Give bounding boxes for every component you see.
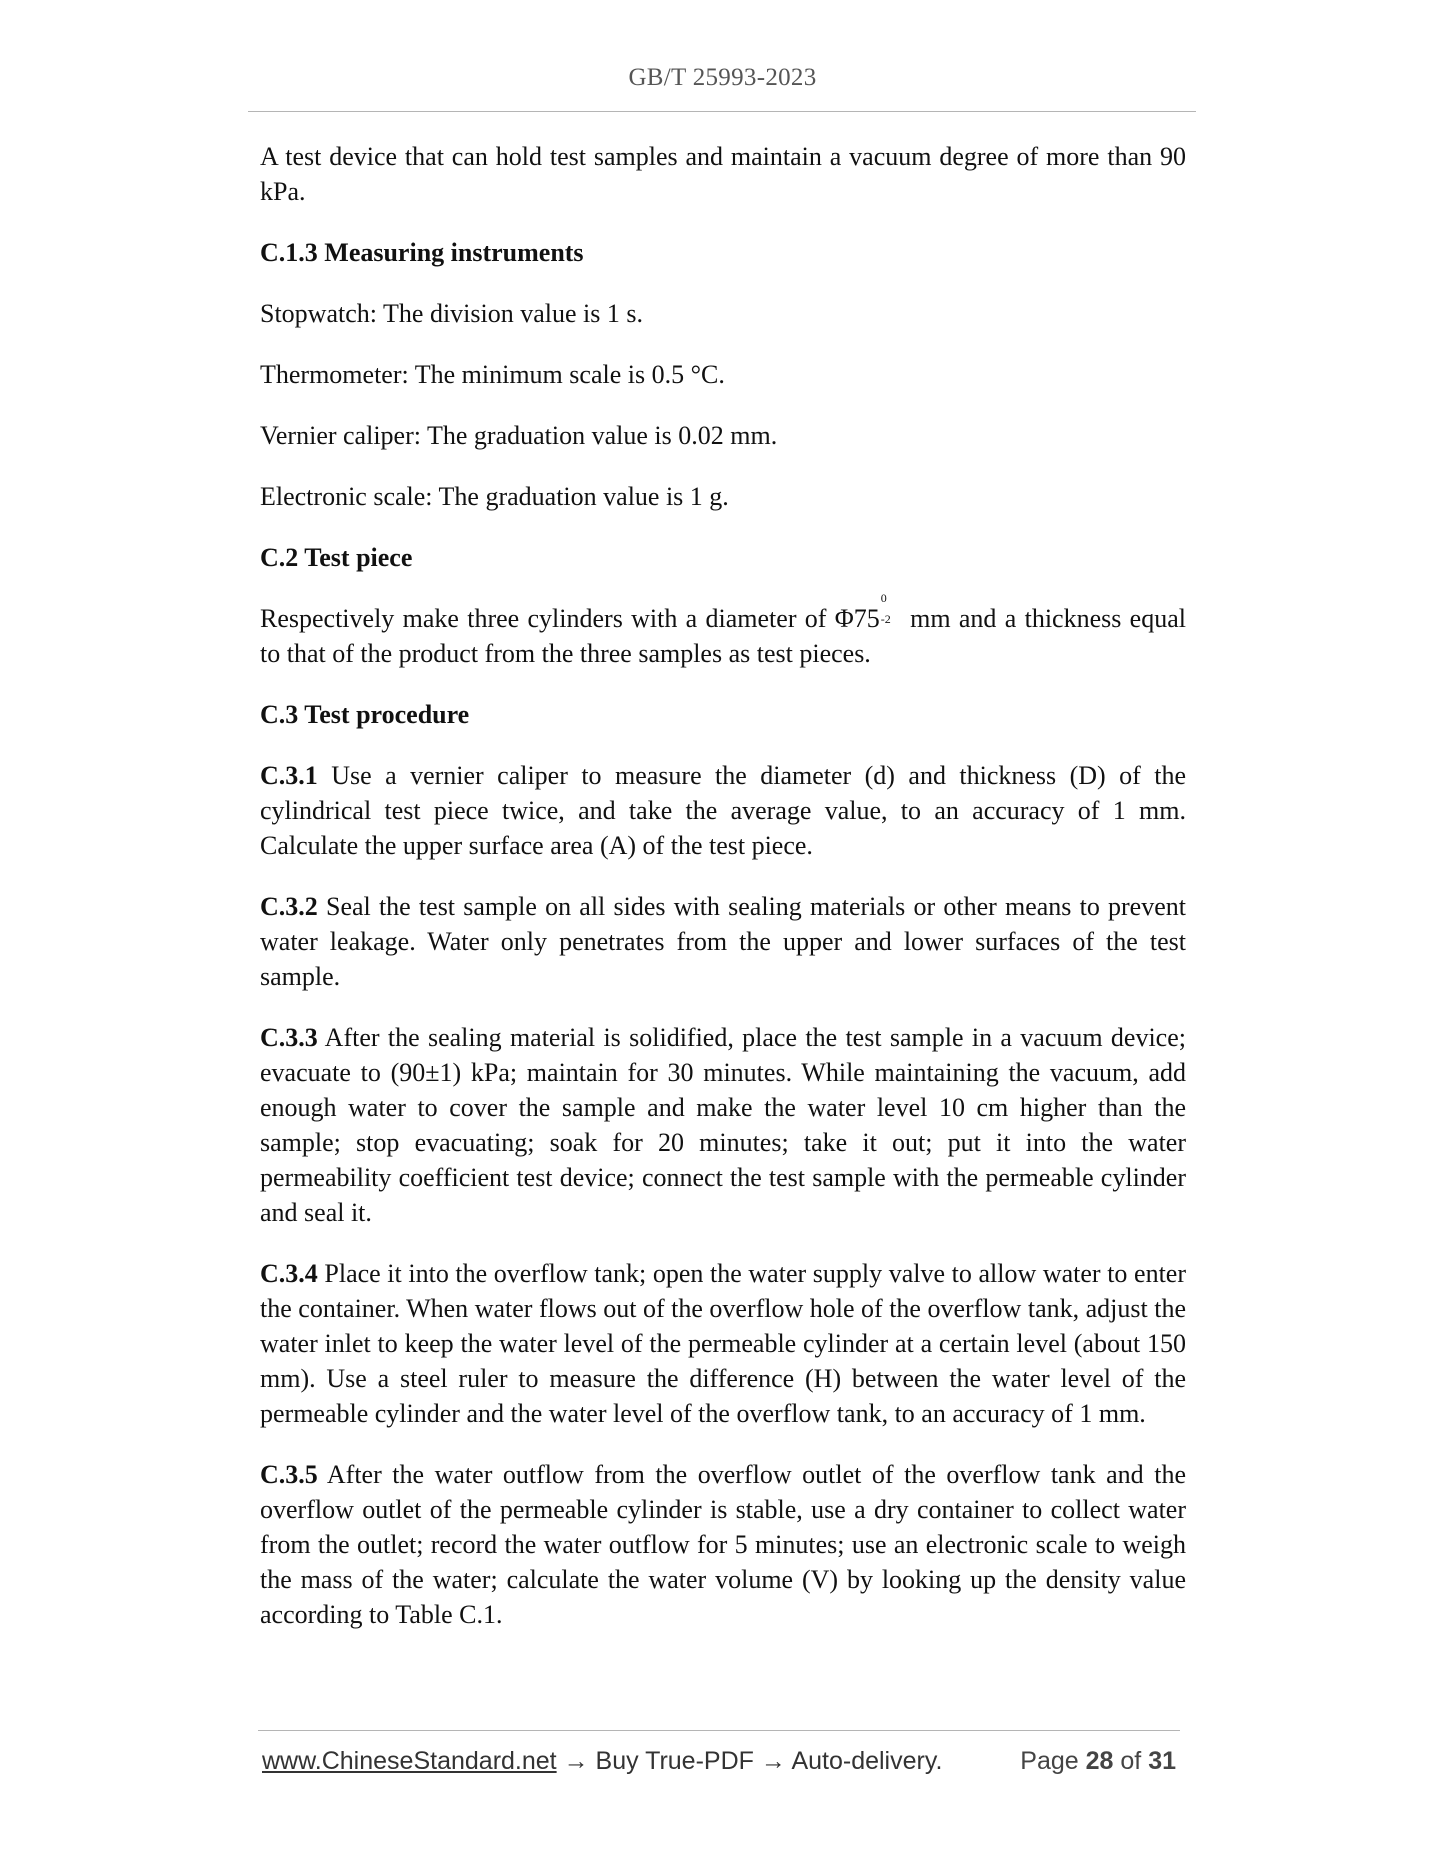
section-heading-c13: C.1.3 Measuring instruments xyxy=(260,238,584,267)
clause-number: C.3.2 xyxy=(260,892,318,921)
page-total: 31 xyxy=(1148,1747,1176,1775)
section-heading-c2: C.2 Test piece xyxy=(260,543,413,572)
instrument-item: Vernier caliper: The graduation value is 0.02 mm. xyxy=(260,421,778,450)
instrument-item: Thermometer: The minimum scale is 0.5 °C. xyxy=(260,360,725,389)
header-divider xyxy=(248,111,1196,112)
section-heading-c3: C.3 Test procedure xyxy=(260,700,470,729)
arrow-right-icon: → xyxy=(563,1747,589,1775)
auto-delivery-text: Auto-delivery. xyxy=(791,1747,943,1775)
clause-text: After the water outflow from the overflow outlet of the overflow tank and the overflow outlet of the permeable cylinder is stable, use a dry container to collect water from the outlet; record the water outflow for 5 minutes; use an electronic scale to weigh the mass of the water; calculate the water volume (V) by looking up the density value according to Table C.1. xyxy=(260,1460,1186,1629)
document-body xyxy=(260,139,1186,1658)
buy-pdf-text: Buy True-PDF xyxy=(595,1747,754,1775)
page-label: Page xyxy=(1020,1747,1079,1775)
c2-text-before: Respectively make three cylinders with a diameter of Φ75 xyxy=(260,604,880,633)
clause-number: C.3.4 xyxy=(260,1259,318,1288)
clause-c33 xyxy=(260,1020,1186,1230)
tolerance-notation xyxy=(880,591,902,627)
clause-c34 xyxy=(260,1256,1186,1431)
tolerance-upper: 0 xyxy=(880,591,887,605)
clause-text: Place it into the overflow tank; open the water supply valve to allow water to enter the container. When water flows out of the overflow hole of the overflow tank, adjust the water inlet to keep the water level of the permeable cylinder at a certain level (about 150 mm). Use a steel ruler to measure the difference (H) between the water level of the permeable cylinder and the water level of the overflow tank, to an accuracy of 1 mm. xyxy=(260,1259,1186,1428)
of-label: of xyxy=(1120,1747,1142,1775)
clause-number: C.3.3 xyxy=(260,1023,318,1052)
page-number: 28 xyxy=(1085,1747,1114,1775)
page-indicator xyxy=(1020,1747,1176,1776)
clause-c31 xyxy=(260,758,1186,863)
test-piece-paragraph xyxy=(260,591,1186,671)
document-header: GB/T 25993-2023 xyxy=(628,64,817,91)
intro-paragraph: A test device that can hold test samples and maintain a vacuum degree of more than 90 kPa. xyxy=(260,142,1186,206)
arrow-right-icon: → xyxy=(760,1747,786,1775)
clause-number: C.3.5 xyxy=(260,1460,318,1489)
c2-text-after: mm and a thickness equal to that of the product from the three samples as test pieces. xyxy=(260,604,1186,668)
clause-c32 xyxy=(260,889,1186,994)
tolerance-lower: -2 xyxy=(880,612,891,626)
page-footer xyxy=(262,1747,1180,1776)
website-link[interactable]: www.ChineseStandard.net xyxy=(262,1747,557,1775)
footer-divider xyxy=(258,1730,1180,1731)
instrument-item: Electronic scale: The graduation value is 1 g. xyxy=(260,482,729,511)
clause-number: C.3.1 xyxy=(260,761,318,790)
clause-text: Use a vernier caliper to measure the diameter (d) and thickness (D) of the cylindrical test piece twice, and take the average value, to an accuracy of 1 mm. Calculate the upper surface area (A) of the test piece. xyxy=(260,761,1186,860)
instrument-item: Stopwatch: The division value is 1 s. xyxy=(260,299,643,328)
clause-text: Seal the test sample on all sides with sealing materials or other means to prevent water leakage. Water only penetrates from the upper and lower surfaces of the test sample. xyxy=(260,892,1186,991)
clause-c35 xyxy=(260,1457,1186,1632)
clause-text: After the sealing material is solidified, place the test sample in a vacuum device; evacuate to (90±1) kPa; maintain for 30 minutes. While maintaining the vacuum, add enough water to cover the sample and make the water level 10 cm higher than the sample; stop evacuating; soak for 20 minutes; take it out; put it into the water permeability coefficient test device; connect the test sample with the permeable cylinder and seal it. xyxy=(260,1023,1186,1227)
